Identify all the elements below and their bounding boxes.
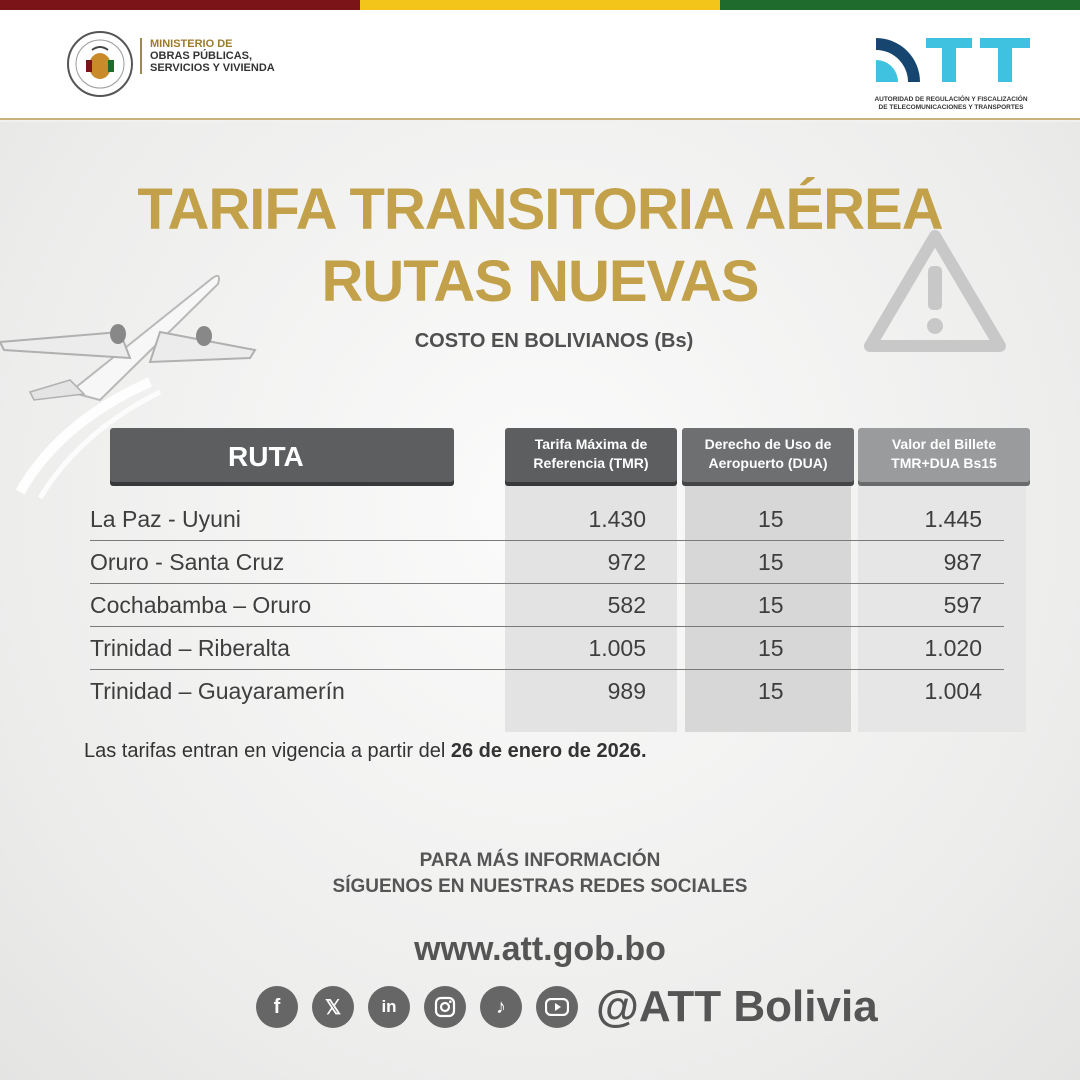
facebook-icon[interactable]: f [256, 986, 298, 1028]
table-row [90, 541, 1004, 584]
instagram-icon[interactable] [424, 986, 466, 1028]
ministry-line-1: MINISTERIO DE [150, 38, 233, 50]
total-header-line-1: Valor del Billete [891, 436, 997, 452]
info-line-2: SÍGUENOS EN NUESTRAS REDES SOCIALES [332, 876, 748, 897]
table-row [90, 627, 1004, 670]
dua-value: 15 [758, 635, 784, 661]
x-icon[interactable]: 𝕏 [312, 986, 354, 1028]
table-row [90, 584, 1004, 627]
route-name: Oruro - Santa Cruz [90, 549, 285, 575]
att-tagline-line-1: AUTORIDAD DE REGULACIÓN Y FISCALIZACIÓN [874, 96, 1028, 103]
subtitle: COSTO EN BOLIVIANOS (Bs) [414, 330, 694, 352]
tmr-value: 1.430 [588, 506, 646, 532]
linkedin-icon[interactable]: in [368, 986, 410, 1028]
route-name: Trinidad – Guayaramerín [90, 678, 345, 704]
state-seal-icon [66, 30, 134, 98]
route-name: Cochabamba – Oruro [90, 592, 312, 618]
att-tagline [862, 96, 1040, 112]
website-link[interactable]: www.att.gob.bo [414, 930, 666, 968]
table-row [90, 670, 1004, 713]
info-line-1: PARA MÁS INFORMACIÓN [419, 850, 661, 871]
total-header [858, 428, 1030, 482]
tmr-header [505, 428, 677, 482]
dua-header [682, 428, 854, 482]
ministry-line-3: SERVICIOS Y VIVIENDA [150, 62, 275, 74]
dua-value: 15 [758, 678, 784, 704]
ministry-name [140, 38, 275, 74]
total-header-line-2: TMR+DUA Bs15 [891, 455, 997, 471]
total-value: 1.445 [924, 506, 982, 532]
route-name: La Paz - Uyuni [90, 506, 241, 532]
flag-bar [0, 0, 1080, 10]
social-handle[interactable]: @ATT Bolivia [596, 982, 878, 1031]
tmr-value: 972 [607, 549, 646, 575]
flag-green-stripe [720, 0, 1080, 10]
tiktok-icon[interactable]: ♪ [480, 986, 522, 1028]
title-line-2: RUTAS NUEVAS [321, 249, 759, 314]
flag-red-stripe [0, 0, 360, 10]
dua-header-line-1: Derecho de Uso de [704, 436, 832, 452]
tmr-value: 989 [607, 678, 646, 704]
dua-header-line-2: Aeropuerto (DUA) [708, 455, 828, 471]
total-value: 1.020 [924, 635, 982, 661]
youtube-icon[interactable] [536, 986, 578, 1028]
title-line-1: TARIFA TRANSITORIA AÉREA [137, 177, 943, 242]
total-value: 597 [943, 592, 982, 618]
tmr-header-line-2: Referencia (TMR) [533, 455, 649, 471]
warning-icon [862, 228, 1008, 356]
note-text: Las tarifas entran en vigencia a partir del [84, 740, 451, 762]
effective-date-note [84, 740, 647, 763]
tmr-header-line-1: Tarifa Máxima de [534, 436, 648, 452]
dua-value: 15 [758, 506, 784, 532]
social-bar [256, 982, 878, 1032]
dua-value: 15 [758, 592, 784, 618]
flag-yellow-stripe [360, 0, 720, 10]
table-row [90, 498, 1004, 541]
att-tagline-line-2: DE TELECOMUNICACIONES Y TRANSPORTES [878, 104, 1024, 111]
ruta-header: RUTA [110, 428, 454, 482]
tmr-value: 1.005 [588, 635, 646, 661]
tmr-value: 582 [607, 592, 646, 618]
total-value: 1.004 [924, 678, 982, 704]
note-date: 26 de enero de 2026. [450, 740, 647, 762]
ministry-line-2: OBRAS PÚBLICAS, [150, 50, 253, 62]
total-value: 987 [943, 549, 982, 575]
dua-value: 15 [758, 549, 784, 575]
header [0, 10, 1080, 120]
route-name: Trinidad – Riberalta [90, 635, 290, 661]
